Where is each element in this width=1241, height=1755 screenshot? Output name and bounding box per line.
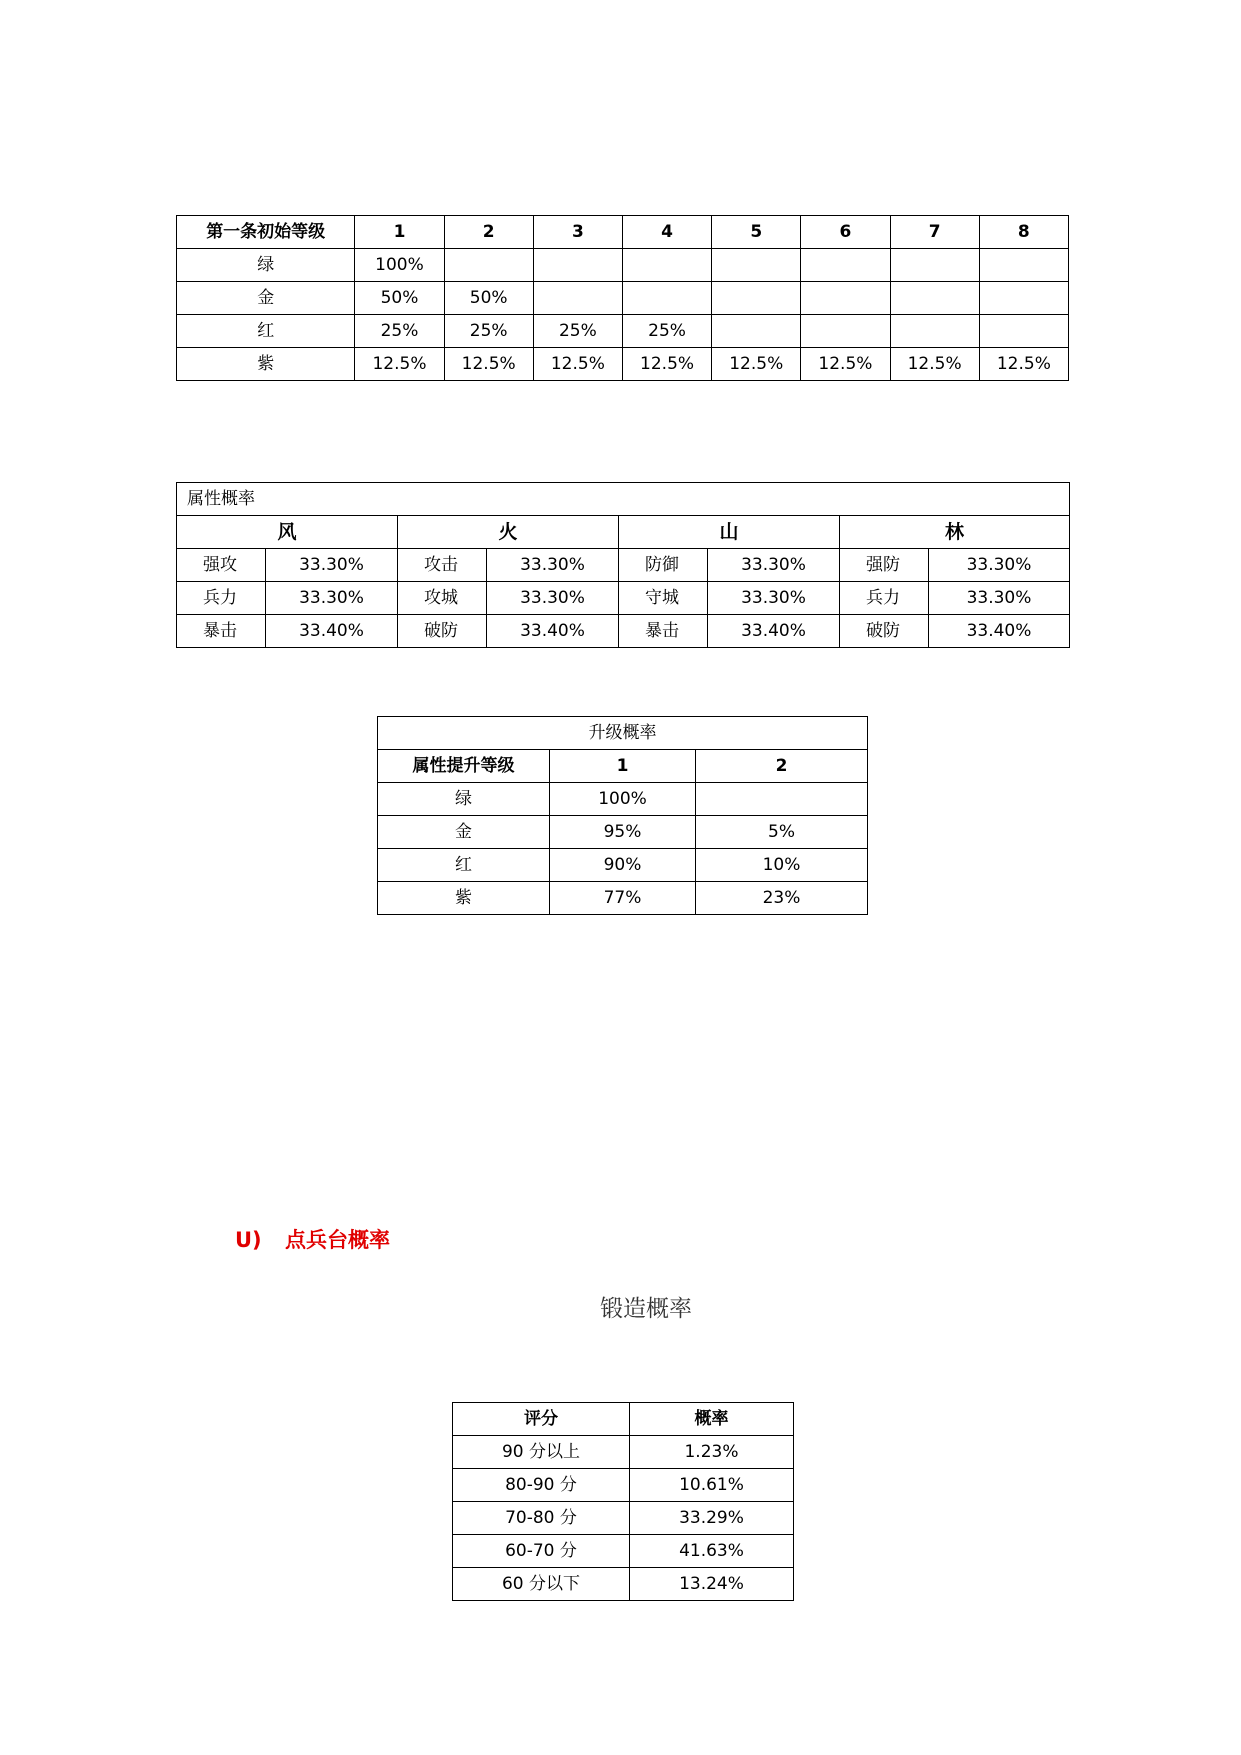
table-cell: 77% xyxy=(550,882,696,915)
table-cell: 12.5% xyxy=(355,348,444,381)
attribute-name: 攻城 xyxy=(398,582,487,615)
table-cell xyxy=(712,282,801,315)
table-cell: 12.5% xyxy=(712,348,801,381)
attribute-value: 33.30% xyxy=(266,549,398,582)
table-title: 属性概率 xyxy=(177,483,1070,516)
header-cell: 2 xyxy=(444,216,533,249)
element-mountain: 山 xyxy=(619,516,840,549)
table-cell: 23% xyxy=(696,882,868,915)
table-row xyxy=(177,582,1070,615)
table-cell: 25% xyxy=(533,315,622,348)
element-fire: 火 xyxy=(398,516,619,549)
table-row xyxy=(177,348,1069,381)
table-row xyxy=(177,549,1070,582)
attribute-value: 33.30% xyxy=(929,549,1070,582)
table-row xyxy=(453,1568,794,1601)
table-cell: 金 xyxy=(177,282,355,315)
table-row xyxy=(453,1535,794,1568)
header-cell: 概率 xyxy=(630,1403,794,1436)
table-cell: 25% xyxy=(355,315,444,348)
section-number: U) xyxy=(235,1228,262,1252)
table-cell: 12.5% xyxy=(890,348,979,381)
attribute-value: 33.30% xyxy=(929,582,1070,615)
table-cell xyxy=(696,783,868,816)
header-cell: 2 xyxy=(696,750,868,783)
attribute-name: 暴击 xyxy=(177,615,266,648)
element-header-row xyxy=(177,516,1070,549)
table-row xyxy=(177,282,1069,315)
table-cell: 绿 xyxy=(177,249,355,282)
table-cell: 红 xyxy=(177,315,355,348)
table-cell xyxy=(979,315,1068,348)
table-cell: 金 xyxy=(378,816,550,849)
table-cell xyxy=(444,249,533,282)
attribute-name: 强防 xyxy=(840,549,929,582)
table-header-row xyxy=(453,1403,794,1436)
table-row xyxy=(453,1436,794,1469)
table-cell: 50% xyxy=(444,282,533,315)
table-row xyxy=(378,783,868,816)
probability: 13.24% xyxy=(630,1568,794,1601)
attribute-value: 33.30% xyxy=(487,582,619,615)
table-cell xyxy=(712,315,801,348)
forge-probability-table xyxy=(452,1402,794,1601)
attribute-name: 强攻 xyxy=(177,549,266,582)
table-row xyxy=(378,882,868,915)
table-row xyxy=(453,1469,794,1502)
attribute-value: 33.40% xyxy=(708,615,840,648)
probability: 41.63% xyxy=(630,1535,794,1568)
header-cell: 1 xyxy=(550,750,696,783)
table-cell: 100% xyxy=(355,249,444,282)
table-cell: 5% xyxy=(696,816,868,849)
header-cell: 第一条初始等级 xyxy=(177,216,355,249)
table-cell xyxy=(801,282,890,315)
table-cell xyxy=(890,315,979,348)
header-cell: 属性提升等级 xyxy=(378,750,550,783)
header-cell: 4 xyxy=(622,216,711,249)
table-row xyxy=(177,615,1070,648)
table-row xyxy=(177,249,1069,282)
table-cell xyxy=(801,315,890,348)
attribute-value: 33.40% xyxy=(266,615,398,648)
score-range: 60-70 分 xyxy=(453,1535,630,1568)
table-row xyxy=(378,816,868,849)
table-title-row xyxy=(378,717,868,750)
forge-title: 锻造概率 xyxy=(600,1296,692,1322)
attribute-value: 33.30% xyxy=(708,549,840,582)
table-title: 升级概率 xyxy=(378,717,868,750)
table-row xyxy=(453,1502,794,1535)
upgrade-probability-table xyxy=(377,716,868,915)
table-cell xyxy=(890,282,979,315)
element-wind: 风 xyxy=(177,516,398,549)
attribute-value: 33.30% xyxy=(708,582,840,615)
header-cell: 8 xyxy=(979,216,1068,249)
probability: 10.61% xyxy=(630,1469,794,1502)
table-cell: 90% xyxy=(550,849,696,882)
section-heading xyxy=(235,1224,390,1254)
table-cell xyxy=(801,249,890,282)
table-cell xyxy=(890,249,979,282)
table-cell: 紫 xyxy=(378,882,550,915)
table-cell: 50% xyxy=(355,282,444,315)
probability: 1.23% xyxy=(630,1436,794,1469)
table-cell: 100% xyxy=(550,783,696,816)
score-range: 60 分以下 xyxy=(453,1568,630,1601)
attribute-probability-table xyxy=(176,482,1070,648)
table-cell: 95% xyxy=(550,816,696,849)
attribute-value: 33.30% xyxy=(266,582,398,615)
attribute-name: 兵力 xyxy=(840,582,929,615)
table-cell: 紫 xyxy=(177,348,355,381)
table-cell xyxy=(533,282,622,315)
header-cell: 6 xyxy=(801,216,890,249)
table-cell xyxy=(622,249,711,282)
attribute-value: 33.40% xyxy=(929,615,1070,648)
attribute-name: 暴击 xyxy=(619,615,708,648)
attribute-name: 破防 xyxy=(398,615,487,648)
attribute-name: 防御 xyxy=(619,549,708,582)
table-cell: 12.5% xyxy=(444,348,533,381)
table-cell: 12.5% xyxy=(979,348,1068,381)
table-cell: 25% xyxy=(622,315,711,348)
table-cell xyxy=(533,249,622,282)
table-row xyxy=(378,849,868,882)
table-row xyxy=(177,315,1069,348)
header-cell: 3 xyxy=(533,216,622,249)
initial-level-table xyxy=(176,215,1069,381)
table-cell: 绿 xyxy=(378,783,550,816)
table-cell: 12.5% xyxy=(622,348,711,381)
table-cell: 12.5% xyxy=(801,348,890,381)
attribute-name: 兵力 xyxy=(177,582,266,615)
attribute-value: 33.30% xyxy=(487,549,619,582)
table-cell: 红 xyxy=(378,849,550,882)
attribute-name: 攻击 xyxy=(398,549,487,582)
probability: 33.29% xyxy=(630,1502,794,1535)
table-header-row xyxy=(378,750,868,783)
header-cell: 评分 xyxy=(453,1403,630,1436)
table-cell: 10% xyxy=(696,849,868,882)
attribute-value: 33.40% xyxy=(487,615,619,648)
table-cell xyxy=(622,282,711,315)
table-cell xyxy=(979,282,1068,315)
section-title: 点兵台概率 xyxy=(285,1228,390,1252)
table-cell: 12.5% xyxy=(533,348,622,381)
table-cell: 25% xyxy=(444,315,533,348)
attribute-name: 守城 xyxy=(619,582,708,615)
element-forest: 林 xyxy=(840,516,1070,549)
table-title-row xyxy=(177,483,1070,516)
score-range: 70-80 分 xyxy=(453,1502,630,1535)
header-cell: 1 xyxy=(355,216,444,249)
score-range: 90 分以上 xyxy=(453,1436,630,1469)
score-range: 80-90 分 xyxy=(453,1469,630,1502)
header-cell: 5 xyxy=(712,216,801,249)
table-cell xyxy=(712,249,801,282)
table-header-row xyxy=(177,216,1069,249)
attribute-name: 破防 xyxy=(840,615,929,648)
header-cell: 7 xyxy=(890,216,979,249)
table-cell xyxy=(979,249,1068,282)
